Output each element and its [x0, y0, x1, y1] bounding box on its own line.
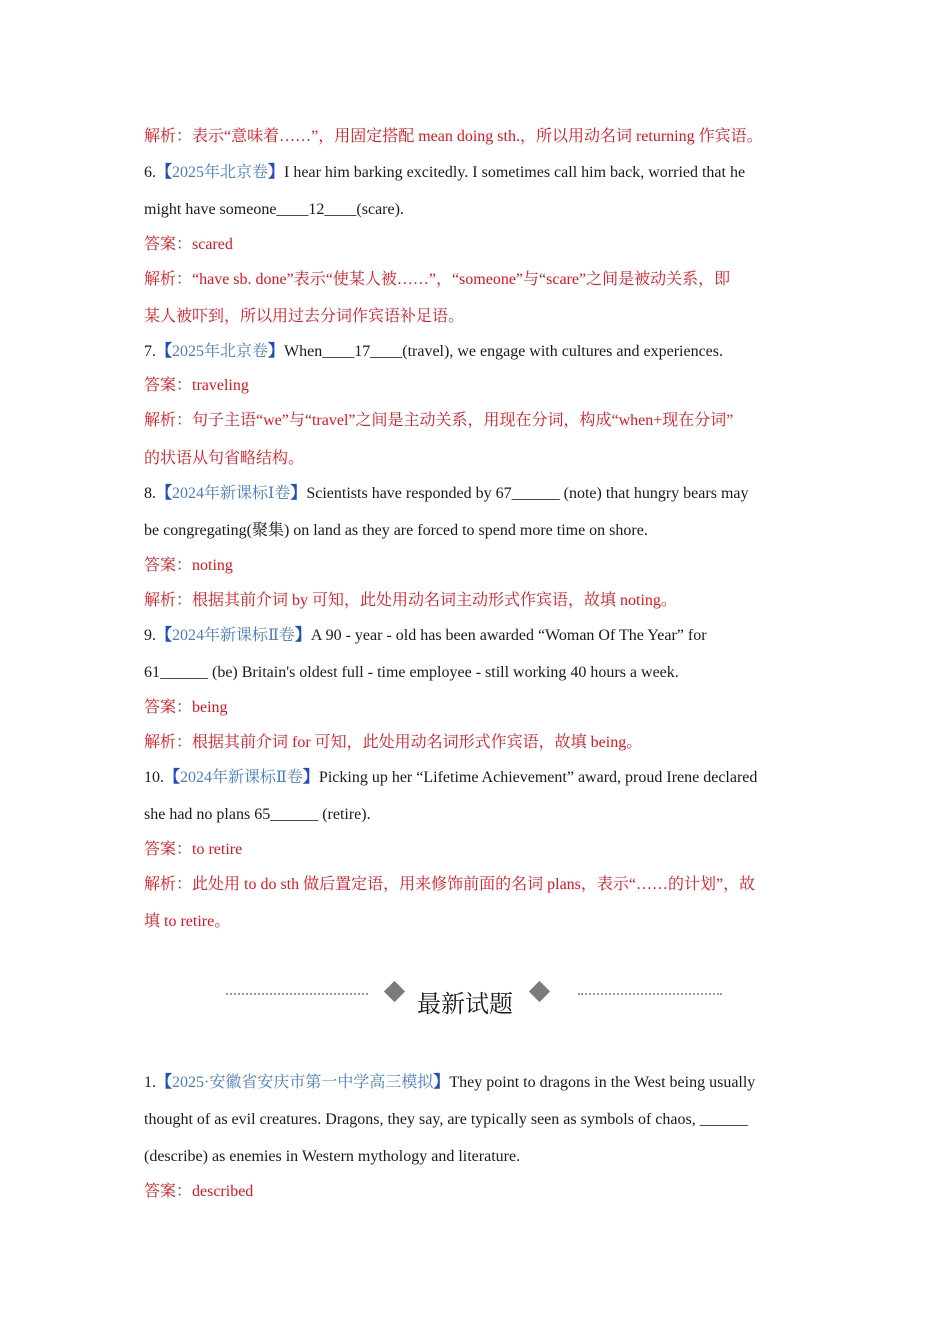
q6-answer: 答案：scared	[144, 236, 233, 253]
q10-source: 2024年新课标Ⅱ卷	[180, 769, 303, 786]
section-divider	[0, 978, 950, 1028]
q9-source: 2024年新课标Ⅱ卷	[172, 627, 295, 644]
q6-analysis-line2: 某人被吓到，所以用过去分词作宾语补足语。	[144, 308, 465, 325]
n1-number: 1.	[144, 1074, 156, 1091]
q7-answer: 答案：traveling	[144, 377, 249, 394]
q8-analysis: 解析：根据其前介词 by 可知，此处用动名词主动形式作宾语，故填 noting。	[144, 592, 677, 609]
q9-question-line1	[144, 626, 814, 646]
n1-text-line1: They point to dragons in the West being usually	[449, 1074, 756, 1091]
q8-answer: 答案：noting	[144, 557, 233, 574]
n1-question-line1	[144, 1073, 814, 1093]
q9-source-close: 】	[294, 627, 311, 644]
q10-analysis-line2: 填 to retire。	[144, 913, 231, 930]
q5-analysis: 解析：表示“意味着……”，用固定搭配 mean doing sth.，所以用动名词 returning 作宾语。	[144, 128, 763, 145]
q6-source-close: 】	[268, 164, 285, 181]
q9-number: 9.	[144, 627, 156, 644]
q10-text-line1: Picking up her “Lifetime Achievement” award, proud Irene declared	[318, 769, 758, 786]
q8-source: 2024年新课标Ⅰ卷	[172, 485, 291, 502]
q8-source-close: 】	[290, 485, 307, 502]
q7-source-close: 】	[268, 343, 285, 360]
q8-text-line1: Scientists have responded by 67______ (note) that hungry bears may	[306, 485, 749, 502]
q8-number: 8.	[144, 485, 156, 502]
q10-text-line2: she had no plans 65______ (retire).	[144, 806, 371, 823]
q7-analysis-line2: 的状语从句省略结构。	[144, 450, 305, 467]
q7-text-line1: When____17____(travel), we engage with cultures and experiences.	[284, 343, 723, 360]
q9-text-line2: 61______ (be) Britain's oldest full - time employee - still working 40 hours a week.	[144, 664, 679, 681]
q10-source-open: 【	[164, 769, 181, 786]
q7-source-open: 【	[156, 343, 173, 360]
q7-number: 7.	[144, 343, 156, 360]
q6-text-line1: I hear him barking excitedly. I sometimes call him back, worried that he	[284, 164, 746, 181]
n1-source-close: 】	[433, 1074, 450, 1091]
n1-text-line3: (describe) as enemies in Western mythology and literature.	[144, 1148, 521, 1165]
section-title: 最新试题	[417, 992, 513, 1018]
q10-question-line1	[144, 768, 814, 788]
q9-answer: 答案：being	[144, 699, 228, 716]
q9-text-line1: A 90 - year - old has been awarded “Woman Of The Year” for	[310, 627, 707, 644]
n1-source-open: 【	[156, 1074, 173, 1091]
q10-source-close: 】	[302, 769, 319, 786]
n1-source: 2025·安徽省安庆市第一中学高三模拟	[172, 1074, 434, 1091]
q7-analysis-line1: 解析：句子主语“we”与“travel”之间是主动关系，用现在分词，构成“when+现在分词”	[144, 412, 734, 429]
q6-text-line2: might have someone____12____(scare).	[144, 201, 404, 218]
q6-number: 6.	[144, 164, 156, 181]
q10-number: 10.	[144, 769, 164, 786]
q7-question-line1	[144, 342, 814, 362]
divider-dots-left	[226, 993, 368, 995]
q9-source-open: 【	[156, 627, 173, 644]
q6-analysis-line1: 解析：“have sb. done”表示“使某人被……”，“someone”与“scare”之间是被动关系，即	[144, 271, 731, 288]
q6-source: 2025年北京卷	[172, 164, 269, 181]
q6-question-line1	[144, 163, 814, 183]
q10-answer: 答案：to retire	[144, 841, 243, 858]
n1-answer: 答案：described	[144, 1183, 254, 1200]
q8-text-line2: be congregating(聚集) on land as they are forced to spend more time on shore.	[144, 522, 648, 539]
q10-analysis-line1: 解析：此处用 to do sth 做后置定语，用来修饰前面的名词 plans，表示“……的计划”，故	[144, 876, 756, 893]
q6-source-open: 【	[156, 164, 173, 181]
q8-source-open: 【	[156, 485, 173, 502]
q8-question-line1	[144, 484, 814, 504]
n1-text-line2: thought of as evil creatures. Dragons, they say, are typically seen as symbols of chaos, ______	[144, 1111, 748, 1128]
q7-source: 2025年北京卷	[172, 343, 269, 360]
q9-analysis: 解析：根据其前介词 for 可知，此处用动名词形式作宾语，故填 being。	[144, 734, 643, 751]
divider-dots-right	[578, 993, 722, 995]
